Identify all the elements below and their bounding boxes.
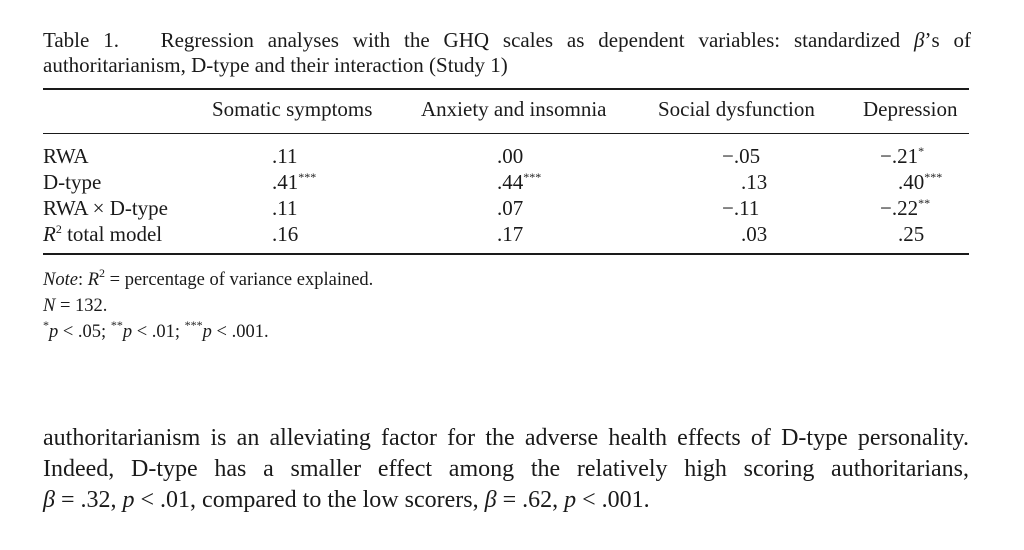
table-cell: .25 [898, 222, 925, 246]
table-header-rule [43, 133, 969, 134]
table-cell: .11 [272, 144, 298, 168]
row-label-dtype: D-type [43, 170, 102, 194]
table-cell: −.21* [880, 144, 925, 168]
table-cell: −.22** [880, 196, 931, 220]
header-anxiety: Anxiety and insomnia [421, 97, 607, 121]
header-somatic: Somatic symptoms [212, 97, 373, 121]
sample-size-line: N = 132. [43, 296, 108, 316]
table-cell: .40*** [898, 170, 943, 194]
table-cell: −.11 [722, 196, 760, 220]
table-cell: .13 [741, 170, 768, 194]
table-cell: .07 [497, 196, 524, 220]
row-label-rwa: RWA [43, 144, 89, 168]
body-line-3: β = .32, p < .01, compared to the low scorers, β = .62, p < .001. [43, 487, 650, 513]
significance-line: *p < .05; **p < .01; ***p < .001. [43, 318, 269, 342]
table-cell: .16 [272, 222, 299, 246]
table-cell: .17 [497, 222, 524, 246]
caption-text-b: ’s of authoritarianism, D-type and their interaction (Study 1) [43, 28, 971, 77]
table-cell: .03 [741, 222, 768, 246]
table-cell: .41*** [272, 170, 317, 194]
table-bottom-rule [43, 253, 969, 255]
table-top-rule [43, 88, 969, 90]
table-cell: .11 [272, 196, 298, 220]
caption-beta: β [913, 28, 925, 52]
table-cell: −.05 [722, 144, 761, 168]
body-paragraph [43, 423, 969, 516]
table-label: Table 1. [43, 28, 119, 52]
row-label-r2: $R^2$ total model [43, 222, 163, 246]
table-caption [43, 28, 971, 78]
note-line: Note: $R^2$ = percentage of variance explained. [43, 266, 374, 290]
caption-text-a: Regression analyses with the GHQ scales as dependent variables: standardized [160, 28, 914, 52]
row-label-interaction: RWA × D-type [43, 196, 169, 220]
table-cell: .00 [497, 144, 524, 168]
body-line-2: Indeed, D-type has a smaller effect among the relatively high scoring authoritarians, [43, 456, 969, 482]
header-social: Social dysfunction [658, 97, 815, 121]
table-cell: .44*** [497, 170, 542, 194]
table-notes [43, 267, 373, 345]
body-line-1: authoritarianism is an alleviating factor for the adverse health effects of D-type personality. [43, 425, 969, 451]
header-depression: Depression [863, 97, 958, 121]
